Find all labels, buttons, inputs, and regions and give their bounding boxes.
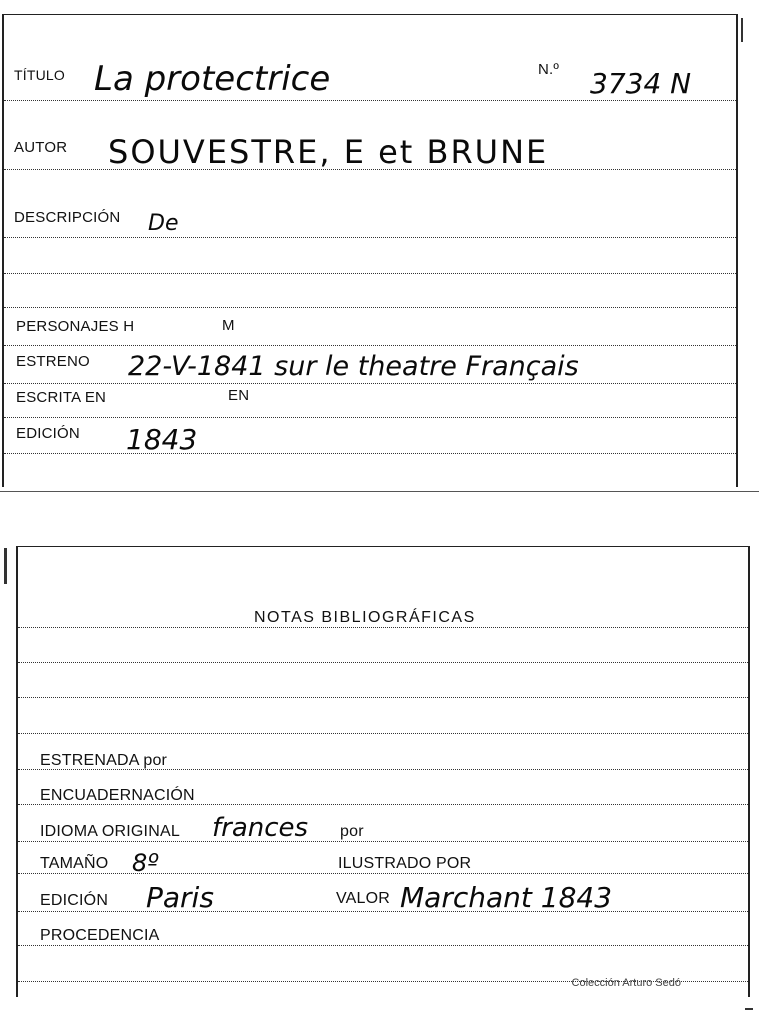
notas-heading: NOTAS BIBLIOGRÁFICAS bbox=[254, 609, 476, 626]
rule-3 bbox=[4, 237, 736, 238]
back-rule-9 bbox=[18, 911, 748, 912]
back-rule-7 bbox=[18, 841, 748, 842]
rule-4 bbox=[4, 273, 736, 274]
back-rule-2 bbox=[18, 662, 748, 663]
catalog-card-front bbox=[2, 14, 738, 487]
escrita-en-label: EN bbox=[228, 387, 250, 404]
personajes-m-label: M bbox=[222, 317, 235, 334]
rule-5 bbox=[4, 307, 736, 308]
back-rule-3 bbox=[18, 697, 748, 698]
back-rule-4 bbox=[18, 733, 748, 734]
personajes-label: PERSONAJES H bbox=[16, 318, 135, 335]
titulo-label: TÍTULO bbox=[14, 67, 65, 83]
tamano-label: TAMAÑO bbox=[40, 855, 109, 872]
idioma-label: IDIOMA ORIGINAL bbox=[40, 823, 180, 840]
estrenada-label: ESTRENADA por bbox=[40, 752, 168, 769]
valor-value: Marchant 1843 bbox=[400, 881, 613, 914]
card-separator bbox=[0, 491, 759, 492]
edicion-back-label: EDICIÓN bbox=[40, 892, 109, 909]
rule-9 bbox=[4, 453, 736, 454]
titulo-value: La protectrice bbox=[94, 59, 331, 99]
descripcion-label: DESCRIPCIÓN bbox=[14, 209, 121, 226]
numero-value: 3734 N bbox=[590, 67, 692, 100]
scan-mark bbox=[741, 18, 743, 42]
valor-label: VALOR bbox=[336, 890, 391, 907]
edicion-label: EDICIÓN bbox=[16, 425, 80, 442]
tamano-value: 8º bbox=[132, 849, 159, 877]
descripcion-value: De bbox=[148, 211, 179, 236]
rule-1 bbox=[4, 100, 736, 101]
edicion-value: 1843 bbox=[126, 423, 198, 456]
idioma-por-label: por bbox=[340, 823, 364, 840]
escrita-label: ESCRITA EN bbox=[16, 389, 107, 406]
procedencia-label: PROCEDENCIA bbox=[40, 927, 160, 944]
rule-2 bbox=[4, 169, 736, 170]
rule-8 bbox=[4, 417, 736, 418]
back-rule-1 bbox=[18, 627, 748, 628]
estreno-label: ESTRENO bbox=[16, 353, 90, 370]
rule-6 bbox=[4, 345, 736, 346]
edicion-back-value: Paris bbox=[146, 881, 214, 914]
back-rule-6 bbox=[18, 804, 748, 805]
numero-label: N.º bbox=[538, 61, 560, 78]
back-rule-5 bbox=[18, 769, 748, 770]
back-rule-8 bbox=[18, 873, 748, 874]
colophon: Colección Arturo Sedó bbox=[571, 977, 681, 989]
ilustrado-label: ILUSTRADO POR bbox=[338, 855, 472, 872]
scan-mark bbox=[745, 1008, 753, 1010]
scan-mark bbox=[4, 548, 7, 584]
catalog-card-back bbox=[16, 546, 750, 997]
idioma-value: frances bbox=[212, 813, 309, 843]
back-rule-10 bbox=[18, 945, 748, 946]
autor-label: AUTOR bbox=[14, 139, 68, 156]
encuadernacion-label: ENCUADERNACIÓN bbox=[40, 787, 195, 804]
estreno-value: 22-V-1841 sur le theatre Français bbox=[128, 351, 579, 382]
autor-value: SOUVESTRE, E et BRUNE bbox=[108, 133, 549, 171]
rule-7 bbox=[4, 383, 736, 384]
